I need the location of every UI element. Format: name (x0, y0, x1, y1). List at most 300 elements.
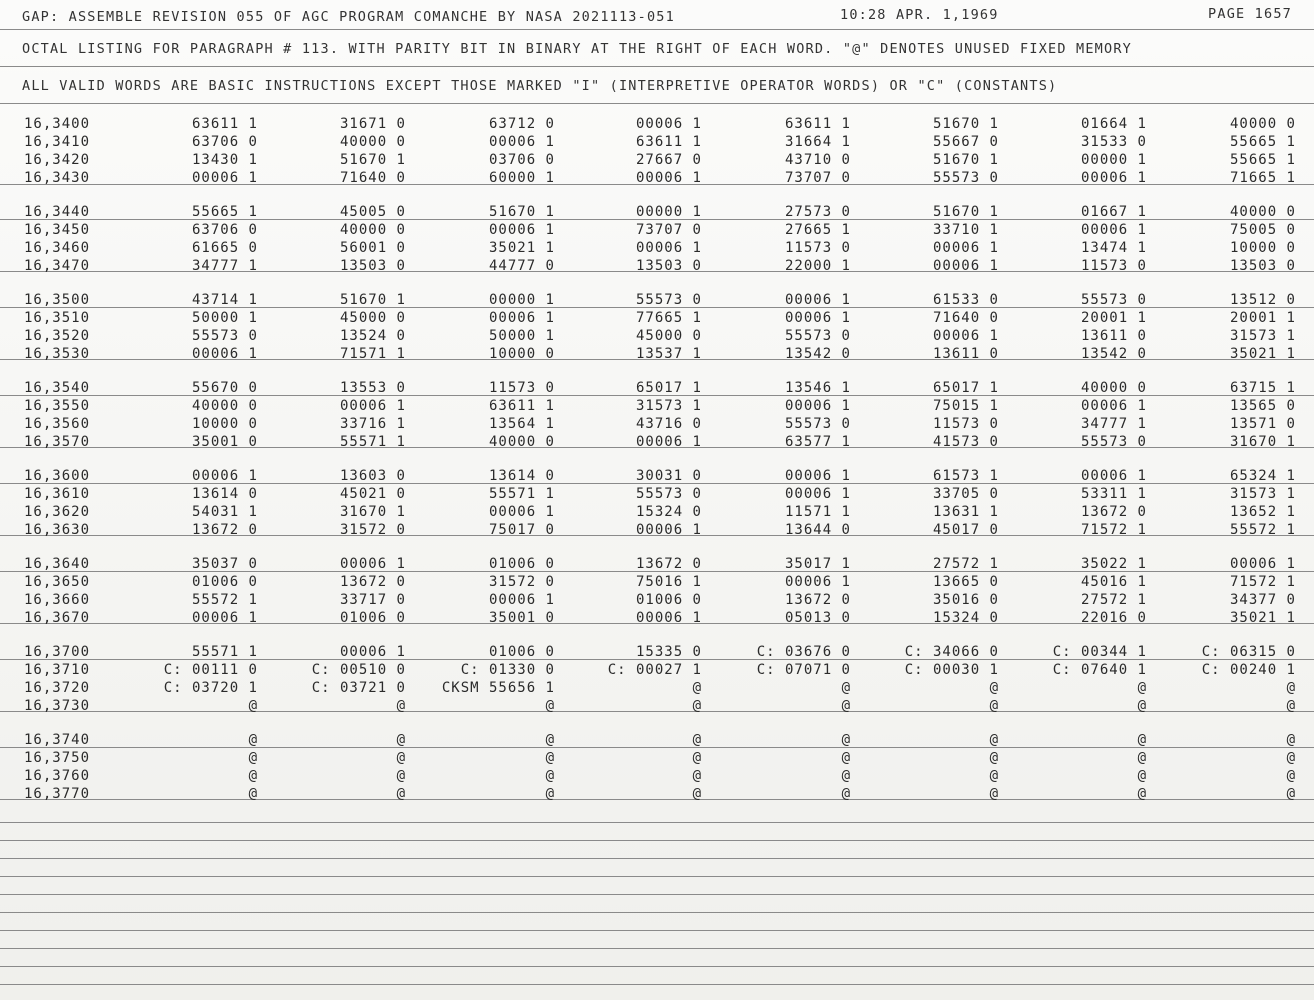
unused-memory-marker: @ (841, 786, 851, 802)
octal-word: 13672 0 (784, 592, 851, 608)
octal-word: 00000 1 (635, 204, 702, 220)
address-label: 16,3460 (24, 240, 91, 256)
octal-word: 00006 1 (488, 504, 555, 520)
octal-word: 55573 0 (635, 486, 702, 502)
octal-word: 44777 0 (488, 258, 555, 274)
octal-word: 40000 0 (339, 134, 406, 150)
address-label: 16,3550 (24, 398, 91, 414)
listing-row (0, 152, 1314, 170)
octal-word: 13546 1 (784, 380, 851, 396)
unused-memory-marker: @ (248, 750, 258, 766)
octal-word: 31573 1 (1229, 328, 1296, 344)
octal-word: 55573 0 (1080, 292, 1147, 308)
listing-row (0, 750, 1314, 768)
octal-word: 34777 1 (191, 258, 258, 274)
octal-word: 55665 1 (1229, 134, 1296, 150)
unused-memory-marker: @ (841, 732, 851, 748)
octal-word: 13611 0 (1080, 328, 1147, 344)
octal-word: 60000 1 (488, 170, 555, 186)
octal-word: 51670 1 (488, 204, 555, 220)
octal-word: 22000 1 (784, 258, 851, 274)
address-label: 16,3670 (24, 610, 91, 626)
octal-word: 51670 1 (339, 152, 406, 168)
address-label: 16,3700 (24, 644, 91, 660)
octal-word: 63611 1 (488, 398, 555, 414)
octal-word: C: 03721 0 (311, 680, 406, 696)
octal-word: 13537 1 (635, 346, 702, 362)
octal-word: 01006 0 (488, 556, 555, 572)
octal-word: 13611 0 (932, 346, 999, 362)
octal-word: 31572 0 (339, 522, 406, 538)
listing-row (0, 328, 1314, 346)
octal-word: 13614 0 (191, 486, 258, 502)
octal-word: 27572 1 (932, 556, 999, 572)
unused-memory-marker: @ (545, 768, 555, 784)
octal-word: 34777 1 (1080, 416, 1147, 432)
octal-word: 00006 1 (191, 468, 258, 484)
octal-word: 35017 1 (784, 556, 851, 572)
octal-word: 00006 1 (635, 610, 702, 626)
unused-memory-marker: @ (989, 768, 999, 784)
octal-word: 43716 0 (635, 416, 702, 432)
listing-row (0, 698, 1314, 716)
octal-word: 01667 1 (1080, 204, 1147, 220)
octal-word: C: 34066 0 (904, 644, 999, 660)
octal-word: 13512 0 (1229, 292, 1296, 308)
octal-word: 31671 0 (339, 116, 406, 132)
address-label: 16,3530 (24, 346, 91, 362)
octal-word: 45000 0 (339, 310, 406, 326)
octal-word: 13524 0 (339, 328, 406, 344)
octal-word: C: 00030 1 (904, 662, 999, 678)
octal-word: 10000 0 (1229, 240, 1296, 256)
octal-word: 51670 1 (932, 152, 999, 168)
octal-word: 35022 1 (1080, 556, 1147, 572)
unused-memory-marker: @ (248, 768, 258, 784)
octal-word: 43714 1 (191, 292, 258, 308)
octal-word: 00000 1 (1080, 152, 1147, 168)
listing-row (0, 346, 1314, 364)
octal-word: C: 00240 1 (1201, 662, 1296, 678)
listing-row (0, 574, 1314, 592)
address-label: 16,3600 (24, 468, 91, 484)
octal-word: 31573 1 (635, 398, 702, 414)
listing-row (0, 258, 1314, 276)
octal-word: 71571 1 (339, 346, 406, 362)
octal-word: 45017 0 (932, 522, 999, 538)
octal-word: 63706 0 (191, 222, 258, 238)
octal-word: 00006 1 (635, 170, 702, 186)
listing-row (0, 504, 1314, 522)
unused-memory-marker: @ (692, 698, 702, 714)
octal-word: 55573 0 (191, 328, 258, 344)
address-label: 16,3710 (24, 662, 91, 678)
octal-word: 40000 0 (488, 434, 555, 450)
octal-word: 00006 1 (488, 592, 555, 608)
octal-word: 00006 1 (1080, 398, 1147, 414)
octal-word: 50000 1 (488, 328, 555, 344)
octal-word: 00006 1 (784, 398, 851, 414)
octal-word: 27665 1 (784, 222, 851, 238)
octal-word: 35001 0 (191, 434, 258, 450)
listing-row (0, 204, 1314, 222)
octal-word: 34377 0 (1229, 592, 1296, 608)
octal-word: 00006 1 (784, 292, 851, 308)
octal-word: 61573 1 (932, 468, 999, 484)
listing-row (0, 768, 1314, 786)
octal-word: 33716 1 (339, 416, 406, 432)
octal-word: 55572 1 (191, 592, 258, 608)
listing-row (0, 134, 1314, 152)
listing-row (0, 468, 1314, 486)
address-label: 16,3540 (24, 380, 91, 396)
octal-word: 13672 0 (191, 522, 258, 538)
unused-memory-marker: @ (989, 732, 999, 748)
octal-word: 13672 0 (339, 574, 406, 590)
octal-word: 15324 0 (932, 610, 999, 626)
octal-word: 75016 1 (635, 574, 702, 590)
octal-word: 33710 1 (932, 222, 999, 238)
listing-row (0, 556, 1314, 574)
address-label: 16,3620 (24, 504, 91, 520)
octal-word: 65017 1 (635, 380, 702, 396)
octal-word: 35001 0 (488, 610, 555, 626)
address-label: 16,3400 (24, 116, 91, 132)
octal-word: 00006 1 (635, 240, 702, 256)
octal-word: 56001 0 (339, 240, 406, 256)
octal-word: 61665 0 (191, 240, 258, 256)
octal-word: 15335 0 (635, 644, 702, 660)
octal-word: 55571 1 (191, 644, 258, 660)
octal-word: 35016 0 (932, 592, 999, 608)
listing-row (0, 434, 1314, 452)
listing-row (0, 170, 1314, 188)
address-label: 16,3770 (24, 786, 91, 802)
octal-word: 51670 1 (932, 204, 999, 220)
octal-word: 13542 0 (1080, 346, 1147, 362)
listing-row (0, 610, 1314, 628)
octal-word: 11573 0 (932, 416, 999, 432)
octal-word: 55665 1 (1229, 152, 1296, 168)
unused-memory-marker: @ (1137, 786, 1147, 802)
octal-word: 55573 0 (784, 328, 851, 344)
octal-word: C: 07640 1 (1052, 662, 1147, 678)
unused-memory-marker: @ (1137, 768, 1147, 784)
address-label: 16,3520 (24, 328, 91, 344)
legend-note: ALL VALID WORDS ARE BASIC INSTRUCTIONS EXCEPT THOSE MARKED "I" (INTERPRETIVE OPERATOR WORDS) OR "C" (CONSTANTS) (22, 78, 1058, 94)
octal-word: 51670 1 (932, 116, 999, 132)
octal-word: 01664 1 (1080, 116, 1147, 132)
octal-word: 00006 1 (932, 240, 999, 256)
assembly-title: GAP: ASSEMBLE REVISION 055 OF AGC PROGRAM COMANCHE BY NASA 2021113-051 (22, 9, 675, 25)
octal-word: 63611 1 (784, 116, 851, 132)
listing-row (0, 732, 1314, 750)
unused-memory-marker: @ (545, 786, 555, 802)
octal-word: 05013 0 (784, 610, 851, 626)
octal-word: 13503 0 (339, 258, 406, 274)
unused-memory-marker: @ (1286, 768, 1296, 784)
unused-memory-marker: @ (248, 732, 258, 748)
octal-word: 00006 1 (1229, 556, 1296, 572)
unused-memory-marker: @ (1137, 750, 1147, 766)
octal-word: 55573 0 (635, 292, 702, 308)
octal-word: 55573 0 (932, 170, 999, 186)
octal-word: 13603 0 (339, 468, 406, 484)
octal-word: 45021 0 (339, 486, 406, 502)
address-label: 16,3760 (24, 768, 91, 784)
unused-memory-marker: @ (396, 698, 406, 714)
octal-word: 22016 0 (1080, 610, 1147, 626)
octal-word: 40000 0 (191, 398, 258, 414)
octal-word: 13665 0 (932, 574, 999, 590)
octal-word: 63611 1 (635, 134, 702, 150)
unused-memory-marker: @ (545, 698, 555, 714)
octal-word: 13564 1 (488, 416, 555, 432)
octal-word: 00006 1 (932, 258, 999, 274)
octal-word: C: 01330 0 (460, 662, 555, 678)
octal-word: 27573 0 (784, 204, 851, 220)
octal-word: CKSM 55656 1 (441, 680, 555, 696)
octal-word: 41573 0 (932, 434, 999, 450)
listing-row (0, 222, 1314, 240)
octal-word: 63706 0 (191, 134, 258, 150)
address-label: 16,3410 (24, 134, 91, 150)
unused-memory-marker: @ (396, 786, 406, 802)
octal-word: 35037 0 (191, 556, 258, 572)
octal-word: 71572 1 (1080, 522, 1147, 538)
octal-word: 00006 1 (339, 398, 406, 414)
listing-row (0, 416, 1314, 434)
octal-word: 50000 1 (191, 310, 258, 326)
unused-memory-marker: @ (545, 732, 555, 748)
unused-memory-marker: @ (1137, 680, 1147, 696)
octal-word: 01006 0 (635, 592, 702, 608)
octal-word: 00006 1 (191, 346, 258, 362)
unused-memory-marker: @ (989, 786, 999, 802)
octal-word: 13614 0 (488, 468, 555, 484)
octal-word: 31670 1 (1229, 434, 1296, 450)
octal-word: 20001 1 (1080, 310, 1147, 326)
octal-word: 55571 1 (339, 434, 406, 450)
octal-word: C: 03720 1 (163, 680, 258, 696)
octal-word: 73707 0 (784, 170, 851, 186)
unused-memory-marker: @ (1286, 698, 1296, 714)
octal-word: 13571 0 (1229, 416, 1296, 432)
octal-word: 54031 1 (191, 504, 258, 520)
octal-word: 55665 1 (191, 204, 258, 220)
listing-description: OCTAL LISTING FOR PARAGRAPH # 113. WITH PARITY BIT IN BINARY AT THE RIGHT OF EACH WORD. "@" DENOTES UNUSED FIXED MEMORY (22, 41, 1132, 57)
address-label: 16,3660 (24, 592, 91, 608)
octal-word: 00006 1 (191, 170, 258, 186)
address-label: 16,3430 (24, 170, 91, 186)
octal-word: 63577 1 (784, 434, 851, 450)
octal-word: 13652 1 (1229, 504, 1296, 520)
octal-word: 00006 1 (932, 328, 999, 344)
address-label: 16,3730 (24, 698, 91, 714)
octal-word: 63715 1 (1229, 380, 1296, 396)
unused-memory-marker: @ (841, 680, 851, 696)
octal-word: 55573 0 (784, 416, 851, 432)
octal-word: 01006 0 (339, 610, 406, 626)
octal-word: 01006 0 (191, 574, 258, 590)
address-label: 16,3720 (24, 680, 91, 696)
octal-word: 13542 0 (784, 346, 851, 362)
octal-word: 00006 1 (488, 222, 555, 238)
unused-memory-marker: @ (692, 786, 702, 802)
unused-memory-marker: @ (1286, 750, 1296, 766)
listing-row (0, 240, 1314, 258)
octal-word: 43710 0 (784, 152, 851, 168)
octal-word: 35021 1 (1229, 346, 1296, 362)
listing-row (0, 116, 1314, 134)
address-label: 16,3500 (24, 292, 91, 308)
octal-word: 31572 0 (488, 574, 555, 590)
address-label: 16,3630 (24, 522, 91, 538)
octal-word: 13672 0 (1080, 504, 1147, 520)
unused-memory-marker: @ (396, 768, 406, 784)
unused-memory-marker: @ (1137, 732, 1147, 748)
octal-word: 40000 0 (1080, 380, 1147, 396)
octal-word: 13672 0 (635, 556, 702, 572)
octal-word: 71572 1 (1229, 574, 1296, 590)
unused-memory-marker: @ (396, 732, 406, 748)
unused-memory-marker: @ (545, 750, 555, 766)
unused-memory-marker: @ (692, 680, 702, 696)
octal-word: 35021 1 (1229, 610, 1296, 626)
octal-word: 71640 0 (932, 310, 999, 326)
octal-word: 00006 1 (488, 310, 555, 326)
address-label: 16,3650 (24, 574, 91, 590)
octal-word: 11573 0 (1080, 258, 1147, 274)
octal-word: 13565 0 (1229, 398, 1296, 414)
octal-word: 75017 0 (488, 522, 555, 538)
octal-word: 13430 1 (191, 152, 258, 168)
octal-word: 01006 0 (488, 644, 555, 660)
octal-word: 10000 0 (488, 346, 555, 362)
octal-word: C: 03676 0 (756, 644, 851, 660)
unused-memory-marker: @ (248, 786, 258, 802)
listing-row (0, 662, 1314, 680)
octal-word: C: 07071 0 (756, 662, 851, 678)
octal-word: 77665 1 (635, 310, 702, 326)
listing-row (0, 310, 1314, 328)
octal-word: 31664 1 (784, 134, 851, 150)
octal-word: 33705 0 (932, 486, 999, 502)
octal-word: 00006 1 (635, 434, 702, 450)
octal-word: 11573 0 (784, 240, 851, 256)
octal-word: C: 00510 0 (311, 662, 406, 678)
unused-memory-marker: @ (989, 698, 999, 714)
address-label: 16,3510 (24, 310, 91, 326)
octal-word: 13503 0 (635, 258, 702, 274)
octal-word: 71665 1 (1229, 170, 1296, 186)
octal-word: 40000 0 (339, 222, 406, 238)
listing-row (0, 522, 1314, 540)
octal-word: 13553 0 (339, 380, 406, 396)
octal-word: 00006 1 (488, 134, 555, 150)
octal-word: 00006 1 (1080, 222, 1147, 238)
unused-memory-marker: @ (1286, 680, 1296, 696)
octal-word: 00006 1 (635, 116, 702, 132)
octal-word: 55571 1 (488, 486, 555, 502)
octal-word: 30031 0 (635, 468, 702, 484)
unused-memory-marker: @ (1137, 698, 1147, 714)
unused-memory-marker: @ (1286, 732, 1296, 748)
listing-row (0, 398, 1314, 416)
octal-word: 00006 1 (784, 486, 851, 502)
octal-word: 63712 0 (488, 116, 555, 132)
octal-word: 31533 0 (1080, 134, 1147, 150)
octal-word: 55670 0 (191, 380, 258, 396)
address-label: 16,3440 (24, 204, 91, 220)
unused-memory-marker: @ (989, 680, 999, 696)
octal-word: C: 00111 0 (163, 662, 258, 678)
unused-memory-marker: @ (841, 750, 851, 766)
address-label: 16,3560 (24, 416, 91, 432)
octal-word: 13503 0 (1229, 258, 1296, 274)
octal-word: 45000 0 (635, 328, 702, 344)
octal-word: 33717 0 (339, 592, 406, 608)
octal-word: 00006 1 (191, 610, 258, 626)
octal-word: 00000 1 (488, 292, 555, 308)
unused-memory-marker: @ (248, 698, 258, 714)
octal-word: 35021 1 (488, 240, 555, 256)
octal-word: 45016 1 (1080, 574, 1147, 590)
address-label: 16,3740 (24, 732, 91, 748)
octal-word: 55667 0 (932, 134, 999, 150)
octal-word: 31670 1 (339, 504, 406, 520)
listing-row (0, 592, 1314, 610)
address-label: 16,3570 (24, 434, 91, 450)
octal-word: 11571 1 (784, 504, 851, 520)
listing-row (0, 644, 1314, 662)
octal-word: 51670 1 (339, 292, 406, 308)
octal-word: 31573 1 (1229, 486, 1296, 502)
octal-word: C: 00027 1 (607, 662, 702, 678)
octal-word: 13644 0 (784, 522, 851, 538)
octal-word: 00006 1 (784, 574, 851, 590)
octal-word: 00006 1 (339, 556, 406, 572)
octal-word: 75005 0 (1229, 222, 1296, 238)
octal-word: 13474 1 (1080, 240, 1147, 256)
octal-word: 00006 1 (1080, 170, 1147, 186)
timestamp: 10:28 APR. 1,1969 (840, 7, 999, 23)
octal-word: 61533 0 (932, 292, 999, 308)
octal-word: 53311 1 (1080, 486, 1147, 502)
octal-word: 20001 1 (1229, 310, 1296, 326)
octal-word: 00006 1 (1080, 468, 1147, 484)
octal-word: 27572 1 (1080, 592, 1147, 608)
address-label: 16,3470 (24, 258, 91, 274)
octal-word: 45005 0 (339, 204, 406, 220)
octal-word: 13631 1 (932, 504, 999, 520)
octal-word: 11573 0 (488, 380, 555, 396)
octal-word: 55572 1 (1229, 522, 1296, 538)
unused-memory-marker: @ (692, 750, 702, 766)
listing-row (0, 680, 1314, 698)
unused-memory-marker: @ (692, 768, 702, 784)
octal-word: 27667 0 (635, 152, 702, 168)
unused-memory-marker: @ (841, 768, 851, 784)
unused-memory-marker: @ (989, 750, 999, 766)
octal-word: 65017 1 (932, 380, 999, 396)
octal-word: 71640 0 (339, 170, 406, 186)
octal-word: 65324 1 (1229, 468, 1296, 484)
listing-row (0, 292, 1314, 310)
listing-row (0, 380, 1314, 398)
octal-word: 00006 1 (784, 468, 851, 484)
octal-word: 40000 0 (1229, 116, 1296, 132)
